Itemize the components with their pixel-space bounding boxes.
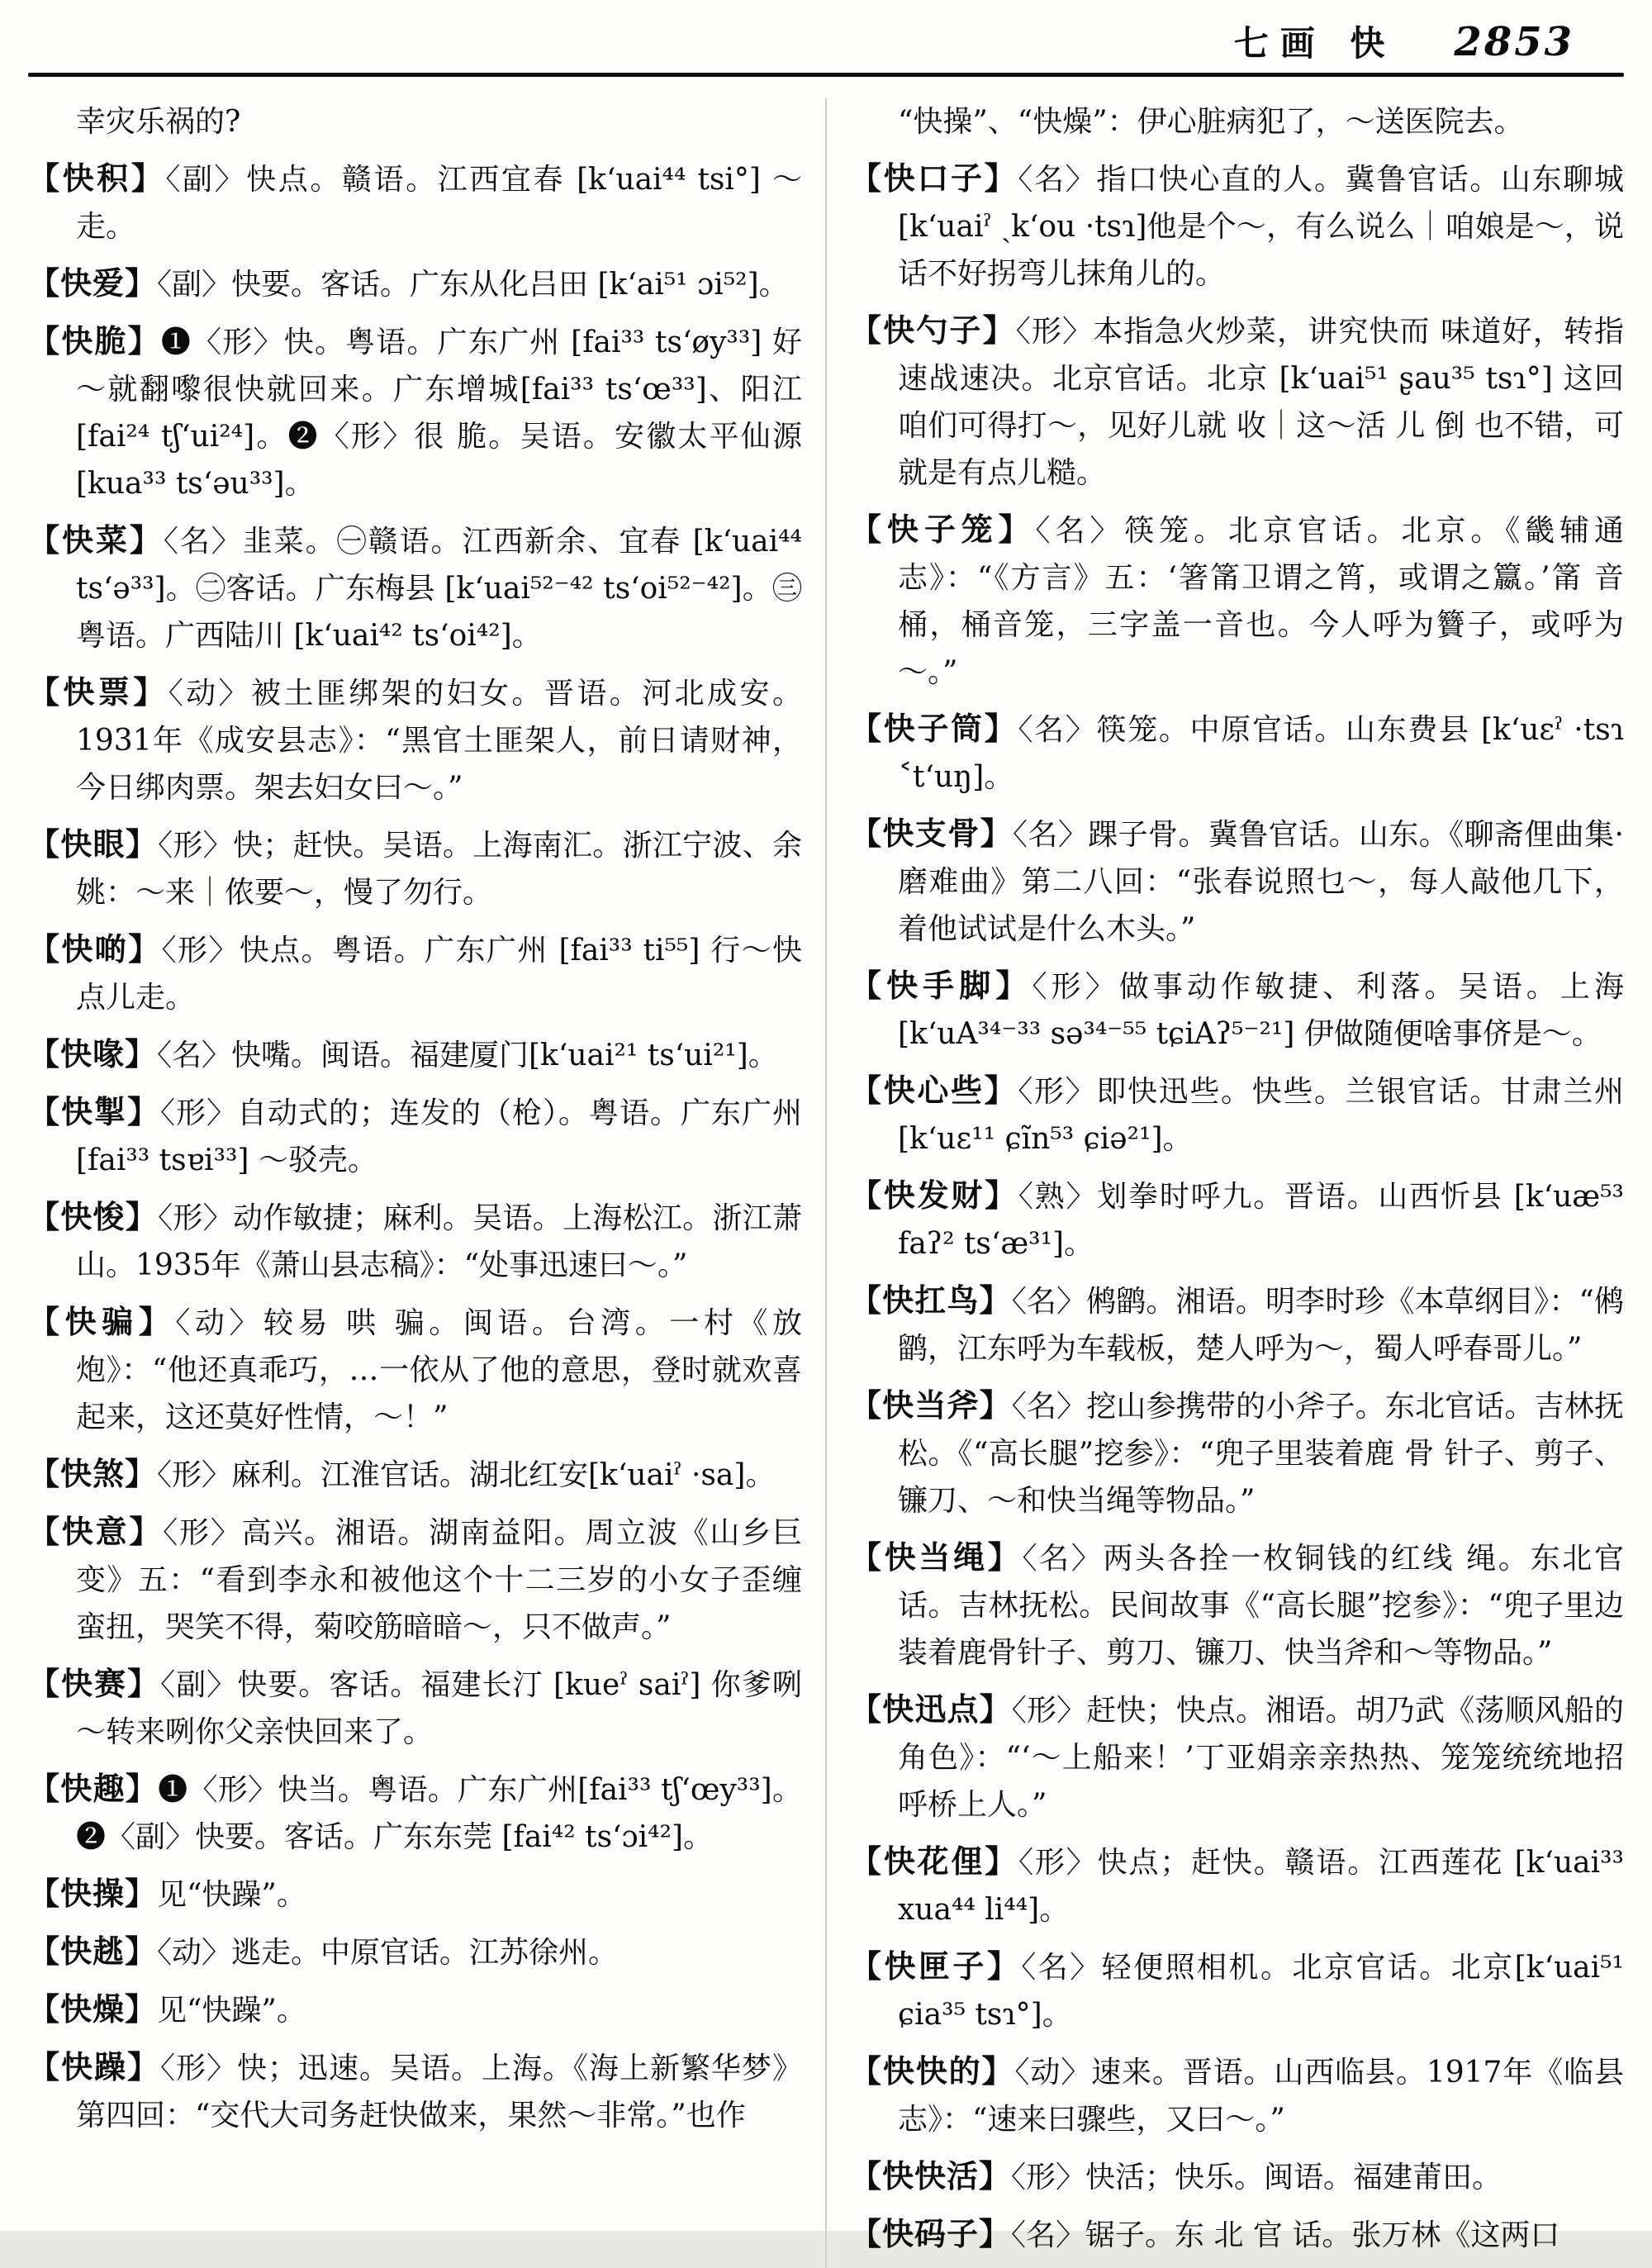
dictionary-entry [850, 1067, 1624, 1163]
entry-body: 〈动〉较易 哄 骗。闽语。台湾。一村《放炮》：“他还真乖巧，…一依从了他的意思，登时就欢喜起来，这还莫好性情，～！” [76, 1306, 802, 1434]
dictionary-entry [850, 810, 1624, 953]
page-number: 2853 [1454, 19, 1574, 65]
dictionary-entry [28, 155, 802, 250]
entry-body: 〈名〉筷笼。北京官话。北京。《畿辅通志》：“《方言》五：‘箸筩卫谓之筲，或谓之籝。’筩 音 桶，桶音笼，三字盖一音也。今人呼为籫子，或呼为～。” [898, 514, 1624, 689]
entry-headword: 【快悛】 [28, 1198, 159, 1235]
dictionary-entry [28, 1985, 802, 2034]
entry-body: 〈形〉快；迅速。吴语。上海。《海上新繁华梦》第四回：“交代大司务赶快做来，果然～非常。”也作 [76, 2052, 802, 2132]
entry-headword: 【快码子】 [850, 2215, 1012, 2252]
entry-body: 见“快躁”。 [157, 1994, 306, 2028]
continuation-line: “快操”、“快燥”：伊心脏病犯了，～送医院去。 [898, 105, 1524, 139]
entry-headword: 【快煞】 [28, 1455, 158, 1492]
entry-body: 〈名〉指口快心直的人。冀鲁官话。山东聊城[kʻuaiˀ ˎkʻou ·tsɿ]他是个～，有么说么｜咱娘是～，说话不好拐弯儿抹角儿的。 [898, 163, 1624, 291]
entry-body: 〈名〉两头各拴一枚铜钱的红线 绳。东北官话。吉林抚松。民间故事《“高长腿”挖参》：“兜子里边装着鹿骨针子、剪刀、镰刀、快当斧和～等物品。” [898, 1542, 1624, 1670]
dictionary-entry [28, 1928, 802, 1976]
dictionary-entry [28, 1508, 802, 1651]
entry-body: 〈熟〉划拳时呼九。晋语。山西忻县 [kʻuæ⁵³ faʔ² tsʻæ³¹]。 [898, 1180, 1624, 1261]
entry-headword: 【快支骨】 [850, 815, 1014, 852]
dictionary-entry [28, 1193, 802, 1289]
entry-body: 〈形〉快；赶快。吴语。上海南汇。浙江宁波、余姚：～来｜侬要～，慢了勿行。 [76, 829, 802, 910]
entry-headword: 【快骗】 [28, 1303, 176, 1340]
entry-headword: 【快发财】 [850, 1177, 1018, 1214]
entry-body: 〈副〉快要。客话。福建长汀 [kueˀ saiˀ] 你爹咧～转来咧你父亲快回来了。 [76, 1668, 802, 1749]
entry-headword: 【快当斧】 [850, 1386, 1012, 1424]
entry-body: 〈形〉自动式的；连发的（枪）。粤语。广东广州 [fai³³ tsɐi³³] ～驳壳。 [76, 1096, 802, 1177]
entry-headword: 【快爱】 [28, 264, 158, 302]
entry-headword: 【快匣子】 [850, 1947, 1022, 1985]
dictionary-entry [850, 1277, 1624, 1372]
dictionary-entry [28, 820, 802, 916]
entry-headword: 【快操】 [28, 1875, 158, 1912]
entry-body: 〈名〉踝子骨。冀鲁官话。山东。《聊斋俚曲集·磨难曲》第二八回：“张春说照乜～，每人敲他几下，着他试试是什么木头。” [898, 818, 1624, 946]
dictionary-entry [28, 317, 802, 507]
dictionary-entry [850, 2210, 1624, 2259]
entry-body: 〈名〉锯子。东 北 官 话。张万林《这两口 [1011, 2218, 1560, 2252]
page-header [28, 15, 1624, 68]
entry-headword: 【快意】 [28, 1513, 164, 1550]
entry-body: 〈形〉麻利。江淮官话。湖北红安[kʻuaiˀ ·sa]。 [157, 1458, 776, 1492]
continuation-line: 幸灾乐祸的? [76, 105, 241, 139]
entry-body: 〈形〉快点；赶快。赣语。江西莲花 [kʻuai³³ xua⁴⁴ li⁴⁴]。 [898, 1846, 1624, 1927]
dictionary-entry [850, 1686, 1624, 1828]
entry-body: 〈动〉逃走。中原官话。江苏徐州。 [157, 1936, 619, 1970]
dictionary-entry [28, 1765, 802, 1861]
entry-headword: 【快心些】 [850, 1072, 1018, 1109]
dictionary-entry [850, 962, 1624, 1058]
dictionary-entry [28, 1450, 802, 1499]
entry-headword: 【快当绳】 [850, 1538, 1023, 1576]
dictionary-entry [28, 925, 802, 1021]
entry-body: 〈形〉动作敏捷；麻利。吴语。上海松江。浙江萧山。1935年《萧山县志稿》：“处事迅速曰～。” [76, 1201, 802, 1282]
entry-body: 〈名〉挖山参携带的小斧子。东北官话。吉林抚松。《“高长腿”挖参》：“兜子里装着鹿 骨 针子、剪子、镰刀、～和快当绳等物品。” [898, 1390, 1624, 1518]
dictionary-entry [850, 1942, 1624, 2038]
entry-headword: 【快子笼】 [850, 511, 1036, 548]
dictionary-entry [28, 1870, 802, 1919]
dictionary-entry [28, 668, 802, 811]
entry-headword: 【快趒】 [28, 1933, 158, 1970]
entry-headword: 【快快活】 [850, 2157, 1012, 2194]
entry-body: 〈形〉赶快；快点。湘语。胡乃武《荡顺风船的角色》：“‘～上船来！’丁亚娟亲亲热热、笼笼统统地招呼桥上人。” [898, 1694, 1624, 1822]
entry-body: 〈副〉快要。客话。广东从化吕田 [kʻai⁵¹ ɔi⁵²]。 [157, 268, 789, 302]
entry-body: 〈动〉速来。晋语。山西临县。1917年《临县志》：“速来曰骤些，又曰～。” [898, 2056, 1624, 2137]
section-title: 七画 快 [1233, 23, 1397, 64]
dictionary-entry [28, 1660, 802, 1756]
entry-headword: 【快快的】 [850, 2052, 1015, 2090]
entry-body: 〈副〉快点。赣语。江西宜春 [kʻuai⁴⁴ tsi°] ～走。 [76, 163, 802, 244]
two-column-body [28, 98, 1624, 2268]
dictionary-entry [850, 1381, 1624, 1524]
entry-headword: 【快迅点】 [850, 1690, 1012, 1728]
dictionary-entry [850, 506, 1624, 696]
entry-headword: 【快勺子】 [850, 311, 1016, 349]
entry-body: 〈形〉本指急火炒菜，讲究快而 味道好，转指速战速决。北京官话。北京 [kʻuai⁵¹ ʂau³⁵ tsɿ°] 这回咱们可得打～，见好儿就 收｜这～活 儿 倒 也不错，可就是有点儿糙。 [898, 315, 1624, 490]
dictionary-entry [850, 155, 1624, 297]
entry-body: 见“快躁”。 [157, 1878, 306, 1912]
entry-headword: 【快趣】 [28, 1770, 159, 1807]
entry-body: 〈名〉轻便照相机。北京官话。北京[kʻuai⁵¹ ɕia³⁵ tsɿ°]。 [898, 1951, 1624, 2032]
dictionary-entry [850, 2152, 1624, 2201]
column-divider [825, 98, 827, 2268]
entry-headword: 【快菜】 [28, 521, 164, 559]
header-rule [28, 73, 1624, 77]
entry-headword: 【快眼】 [28, 825, 159, 863]
entry-headword: 【快手脚】 [850, 967, 1032, 1004]
dictionary-entry [850, 1172, 1624, 1267]
entry-headword: 【快脆】 [28, 322, 161, 359]
entry-headword: 【快积】 [28, 159, 166, 197]
entry-body: 〈名〉筷笼。中原官话。山东费县 [kʻuɛˀ ·tsɿ ˂tʻuŋ]。 [898, 713, 1624, 794]
dictionary-entry [28, 1030, 802, 1079]
left-column [28, 98, 802, 2268]
entry-headword: 【快赛】 [28, 1665, 161, 1702]
dictionary-entry [28, 1298, 802, 1441]
entry-headword: 【快啲】 [28, 930, 162, 968]
entry-body: ❶〈形〉快当。粤语。广东广州[fai³³ tʃʻœy³³]。❷〈副〉快要。客话。广东东莞 [fai⁴² tsʻɔi⁴²]。 [76, 1773, 802, 1854]
dictionary-entry [850, 1838, 1624, 1933]
dictionary-entry [850, 2047, 1624, 2143]
dictionary-entry [28, 2043, 802, 2139]
dictionary-entry [850, 705, 1624, 801]
entry-headword: 【快口子】 [850, 159, 1018, 197]
entry-headword: 【快子筒】 [850, 710, 1018, 747]
entry-body: 〈形〉即快迅些。快些。兰银官话。甘肃兰州 [kʻuɛ¹¹ ɕĩn⁵³ ɕiə²¹]。 [898, 1075, 1624, 1156]
entry-body: 〈名〉快嘴。闽语。福建厦门[kʻuai²¹ tsʻui²¹]。 [157, 1039, 778, 1072]
entry-body: ❶〈形〉快。粤语。广东广州 [fai³³ tsʻøy³³] 好～就翻嚟很快就回来。广东增城[fai³³ tsʻœ³³]、阳江 [fai²⁴ tʃʻui²⁴]。❷〈形〉很 脆。吴语。安徽太平仙源 [kua³³ tsʻəu³³]。 [76, 326, 802, 501]
dictionary-entry [28, 516, 802, 659]
entry-body: 〈形〉快点。粤语。广东广州 [fai³³ ti⁵⁵] 行～快点儿走。 [76, 934, 802, 1015]
entry-body: 〈形〉做事动作敏捷、利落。吴语。上海 [kʻuA³⁴⁻³³ sə³⁴⁻⁵⁵ tɕiAʔ⁵⁻²¹] 伊做随便啥事侪是～。 [898, 970, 1624, 1051]
entry-headword: 【快花俚】 [850, 1842, 1019, 1880]
dictionary-entry [28, 259, 802, 308]
entry-headword: 【快票】 [28, 673, 169, 711]
entry-headword: 【快喙】 [28, 1035, 158, 1072]
right-column [850, 98, 1624, 2268]
dictionary-entry [28, 1088, 802, 1184]
entry-body: 〈形〉快活；快乐。闽语。福建莆田。 [1011, 2161, 1502, 2194]
entry-headword: 【快掣】 [28, 1093, 160, 1130]
entry-body: 〈名〉韭菜。㊀赣语。江西新余、宜春 [kʻuai⁴⁴ tsʻə³³]。㊁客话。广东梅县 [kʻuai⁵²⁻⁴² tsʻoi⁵²⁻⁴²]。㊂粤语。广西陆川 [kʻuai⁴² tsʻoi⁴²]。 [76, 525, 802, 653]
entry-body: 〈形〉高兴。湘语。湖南益阳。周立波《山乡巨变》五：“看到李永和被他这个十二三岁的小女子歪缠蛮扭，哭笑不得，菊咬筋暗暗～，只不做声。” [76, 1516, 802, 1644]
dictionary-entry [850, 307, 1624, 497]
entry-headword: 【快燥】 [28, 1990, 158, 2028]
entry-body: 〈名〉鸺鹠。湘语。明李时珍《本草纲目》：“鸺鹠，江东呼为车载板，楚人呼为～，蜀人呼春哥儿。” [898, 1285, 1624, 1366]
entry-headword: 【快躁】 [28, 2048, 160, 2085]
entry-body: 〈动〉被土匪绑架的妇女。晋语。河北成安。1931年《成安县志》：“黑官土匪架人，前日请财神，今日绑肉票。架去妇女曰～。” [76, 677, 802, 805]
dictionary-entry [850, 1533, 1624, 1676]
entry-headword: 【快扛鸟】 [850, 1281, 1012, 1319]
